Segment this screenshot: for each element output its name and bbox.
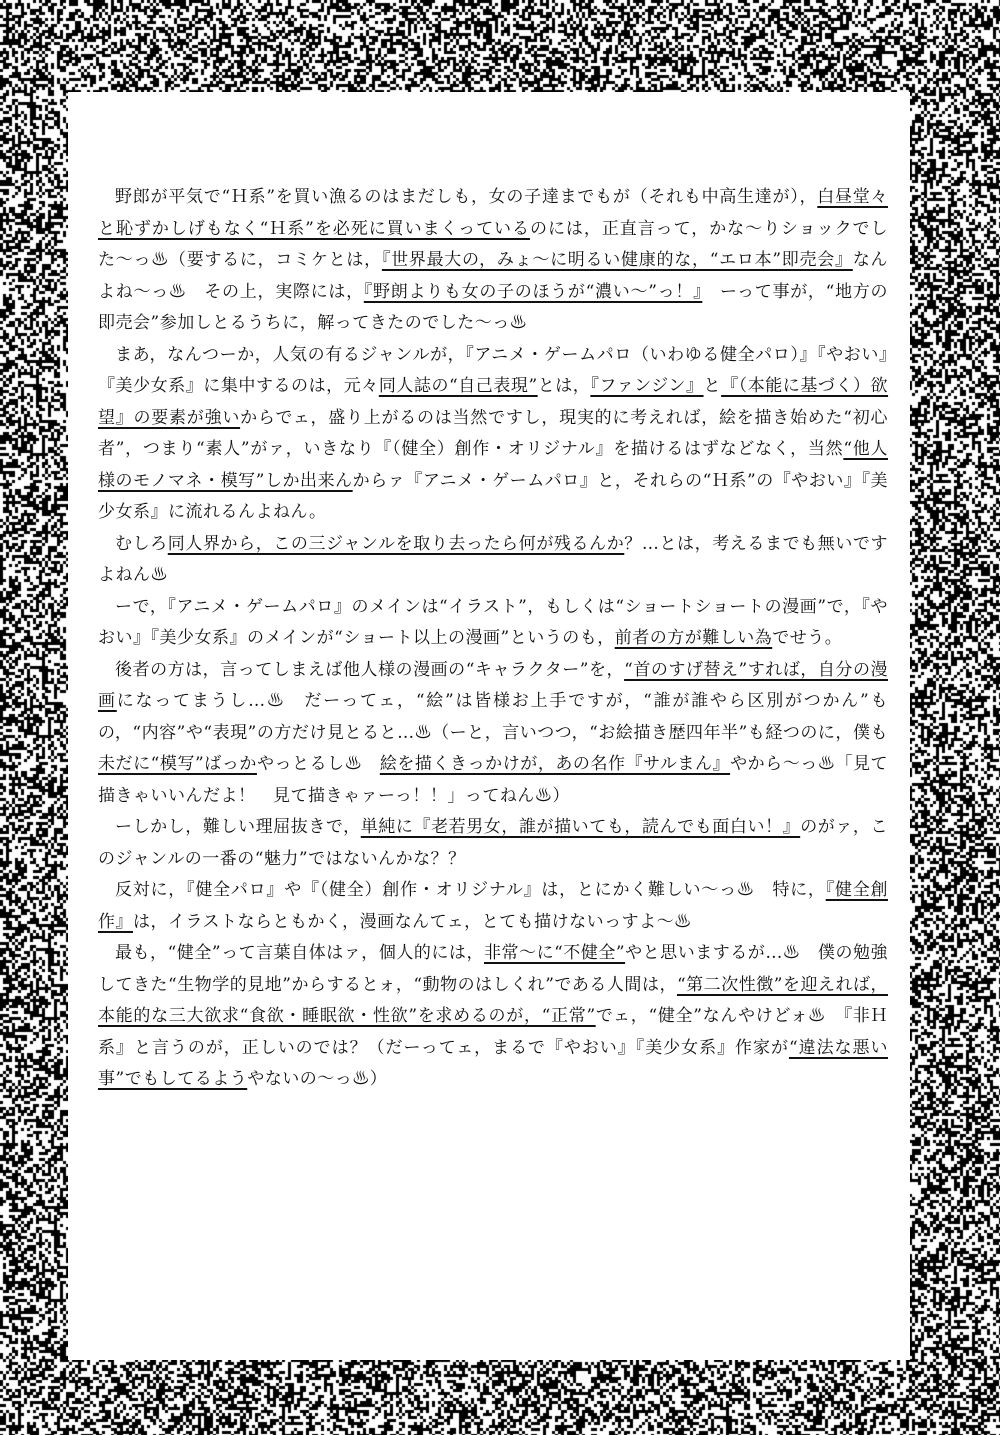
underlined-phrase: 白昼堂々と恥ずかしげもなく“Ｈ系”を必死に買いまくっている bbox=[98, 187, 889, 239]
text-segment: やと思いまするが…♨ 僕の勉強してきた“生物学的見地”からするとォ，“動物のはしくれ”である人間は， bbox=[98, 943, 888, 995]
text-segment: やっとるし♨ bbox=[256, 754, 380, 774]
text-segment: は，イラストならともかく，漫画なんてェ，とても描けないっすよ〜♨ bbox=[133, 911, 692, 932]
underlined-phrase: 未だに“模写”ばっか bbox=[98, 754, 257, 774]
paragraph bbox=[98, 340, 888, 529]
underlined-phrase: 『野朗よりも女の子のほうが“濃い〜”っ！』 bbox=[363, 281, 703, 302]
underlined-phrase: 前者の方が難しい為 bbox=[614, 628, 773, 648]
underlined-phrase: 『（本能に基づく）欲望』の要素が強い bbox=[98, 376, 889, 428]
text-segment: からァ『アニメ・ゲームパロ』と，それらの“Ｈ系”の『やおい』『美少女系』に流れるんよねん。 bbox=[98, 470, 888, 522]
text-segment: まあ，なんつーか，人気の有るジャンルが，『アニメ・ゲームパロ（いわゆる健全パロ）』『やおい』『美少女系』に集中するのは，元々 bbox=[98, 344, 888, 396]
paragraph bbox=[98, 875, 888, 938]
essay-text bbox=[98, 182, 888, 1096]
text-segment: のには，正直言って，かな〜りショックでした〜っ♨（要するに，コミケとは， bbox=[98, 218, 888, 270]
text-segment: 反対に，『健全パロ』や『（健全）創作・オリジナル』は，とにかく難しい〜っ♨ 特に， bbox=[115, 880, 826, 900]
underlined-phrase: “第二次性徴”を迎えれば，本能的な三大欲求“食欲・睡眠欲・性欲”を求めるのが，“正常” bbox=[98, 974, 888, 1026]
underlined-phrase: 『健全創作』 bbox=[98, 880, 888, 932]
text-segment: 野郎が平気で“Ｈ系”を買い漁るのはまだしも，女の子達までもが（それも中高生達が）， bbox=[115, 187, 818, 207]
text-segment: なんよね〜っ♨ その上，実際には， bbox=[98, 250, 889, 302]
underlined-phrase: 『ファンジン』 bbox=[590, 376, 704, 396]
paragraph bbox=[98, 655, 888, 813]
paragraph bbox=[98, 529, 888, 592]
text-segment: でせう。 bbox=[772, 628, 843, 648]
underlined-phrase: 絵を描くきっかけが，あの名作『サルまん』 bbox=[379, 754, 731, 774]
text-segment: のがァ，このジャンルの一番の“魅力”ではないんかな？？ bbox=[98, 817, 888, 869]
text-segment: からでェ，盛り上がるのは当然ですし，現実的に考えれば，絵を描き始めた“初心者”，つまり“素人”がァ，いきなり『（健全）創作・オリジナル』を描けるはずなどなく，当然 bbox=[98, 407, 888, 459]
text-segment: むしろ bbox=[115, 533, 168, 554]
underlined-phrase: “首のすげ替え”すれば，自分の漫画 bbox=[98, 659, 888, 711]
text-segment: 最も，“健全”って言葉自体はァ，個人的には， bbox=[115, 943, 484, 963]
paragraph bbox=[98, 182, 888, 340]
text-segment: やから〜っ♨「見て描きゃいいんだよ！ 見て描きゃァーっ！！」ってねん♨） bbox=[98, 754, 889, 806]
text-segment: になってまうし…♨ だーってェ，“絵”は皆様お上手ですが，“誰が誰やら区別がつかん”もの，“内容”や“表現”の方だけ見とると…♨（ーと，言いつつ，“お絵描き歴四年半”も経つのに，僕も bbox=[98, 691, 888, 743]
text-segment: やないの〜っ♨） bbox=[247, 1069, 388, 1089]
text-segment: とは， bbox=[537, 376, 591, 396]
text-segment: と bbox=[703, 376, 722, 396]
paragraph bbox=[98, 812, 888, 875]
underlined-phrase: 同人誌の“自己表現” bbox=[378, 376, 538, 396]
paragraph bbox=[98, 592, 888, 655]
text-segment: 後者の方は，言ってしまえば他人様の漫画の“キャラクター”を， bbox=[115, 659, 625, 680]
text-segment: ーしかし，難しい理屈抜きで， bbox=[115, 817, 361, 837]
page-body bbox=[68, 92, 910, 1360]
underlined-phrase: 同人界から，この三ジャンルを取り去ったら何が残るんか bbox=[167, 533, 625, 554]
underlined-phrase: “他人様のモノマネ・模写”しか出来ん bbox=[98, 439, 888, 491]
underlined-phrase: 単純に『老若男女，誰が描いても，読んでも面白い！』 bbox=[360, 817, 801, 837]
text-segment: ーって事が，“地方の即売会”参加しとるうちに，解ってきたのでした〜っ♨ bbox=[98, 281, 889, 333]
paragraph bbox=[98, 938, 888, 1096]
underlined-phrase: “違法な悪い事”でもしてるよう bbox=[98, 1037, 888, 1089]
text-segment: ？…とは，考えるまでも無いですよねん♨ bbox=[98, 533, 889, 585]
underlined-phrase: 『世界最大の，みょ〜に明るい健康的な，“エロ本”即売会』 bbox=[381, 250, 853, 270]
text-segment: ーで，『アニメ・ゲームパロ』のメインは“イラスト”，もしくは“ショートショートの漫画”で，『やおい』『美少女系』のメインが“ショート以上の漫画”というのも， bbox=[98, 596, 888, 648]
text-segment: でェ，“健全”なんやけどォ♨ 『非Ｈ系』と言うのが，正しいのでは？（だーってェ，まるで『やおい』『美少女系』作家が bbox=[98, 1006, 888, 1058]
underlined-phrase: 非常〜に“不健全” bbox=[483, 943, 626, 963]
